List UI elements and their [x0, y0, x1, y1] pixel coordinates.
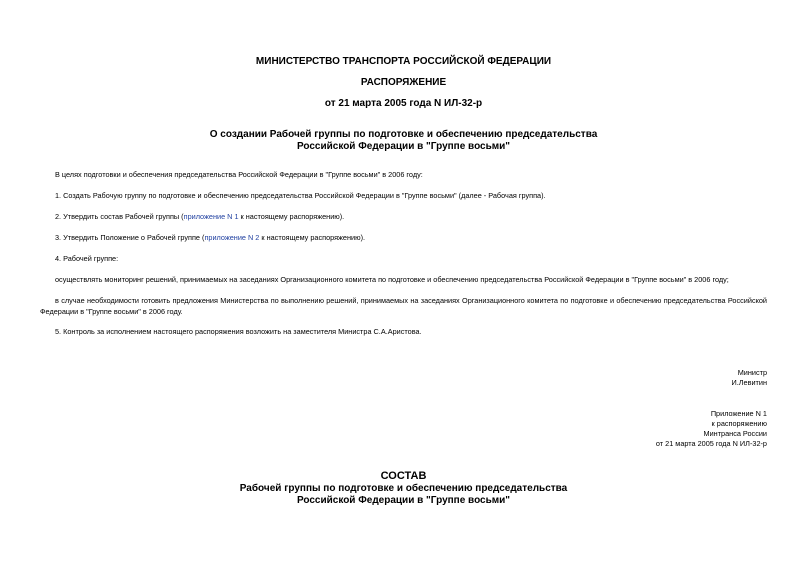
document-date-number: от 21 марта 2005 года N ИЛ-32-р: [324, 98, 483, 109]
appendix-reference-line-3: Минтранса России: [703, 429, 767, 438]
composition-line-1: Рабочей группы по подготовке и обеспечению председательства: [239, 483, 568, 494]
appendix-reference-line-1: Приложение N 1: [710, 409, 767, 418]
appendix-1-link[interactable]: приложение N 1: [183, 212, 239, 221]
ministry-heading: МИНИСТЕРСТВО ТРАНСПОРТА РОССИЙСКОЙ ФЕДЕРАЦИИ: [255, 56, 552, 67]
document-title-line-2: Российской Федерации в "Группе восьми": [296, 141, 511, 152]
paragraph-2: [40, 211, 767, 222]
composition-heading-block: [0, 470, 807, 507]
document-title: [0, 129, 807, 153]
paragraph-2-text-end: к настоящему распоряжению).: [238, 212, 345, 221]
paragraph-5: 5. Контроль за исполнением настоящего распоряжения возложить на заместителя Министра С.А.Аристова.: [55, 327, 422, 336]
signature-position: Министр: [737, 368, 767, 377]
paragraph-3: [40, 232, 767, 243]
paragraph-3-text-start: 3. Утвердить Положение о Рабочей группе (: [55, 233, 205, 242]
composition-line-2: Российской Федерации в "Группе восьми": [296, 495, 511, 506]
paragraph-intro: В целях подготовки и обеспечения председательства Российской Федерации в "Группе восьми" в 2006 году:: [55, 170, 423, 179]
signature-block: [731, 368, 767, 388]
appendix-reference-line-4: от 21 марта 2005 года N ИЛ-32-р: [655, 439, 767, 448]
appendix-reference-line-2: к распоряжению: [711, 419, 767, 428]
appendix-2-link[interactable]: приложение N 2: [204, 233, 260, 242]
document-title-line-1: О создании Рабочей группы по подготовке и обеспечению председательства: [209, 129, 598, 140]
paragraph-1: 1. Создать Рабочую группу по подготовке и обеспечению председательства Российской Федерации в "Группе восьми" (далее - Рабочая группа).: [55, 191, 546, 200]
paragraph-2-text-start: 2. Утвердить состав Рабочей группы (: [55, 212, 184, 221]
paragraph-4: 4. Рабочей группе:: [55, 254, 119, 263]
document-type: РАСПОРЯЖЕНИЕ: [360, 77, 447, 88]
paragraph-3-text-end: к настоящему распоряжению).: [259, 233, 366, 242]
signature-name: И.Левитин: [731, 378, 767, 387]
paragraph-4-monitoring: осуществлять мониторинг решений, принимаемых на заседаниях Организационного комитета по подготовке и обеспечению председательства Российской Федерации в "Группе восьми" в 2006 году;: [55, 275, 729, 284]
composition-heading: СОСТАВ: [380, 470, 427, 482]
paragraph-4-proposals: в случае необходимости готовить предложения Министерства по выполнению решений, принимаемых на заседаниях Организационного комитета по подготовке и обеспечению председательства Российской Федерации в "Группе восьми" в 2006 году.: [40, 296, 767, 316]
appendix-reference: [656, 409, 767, 449]
